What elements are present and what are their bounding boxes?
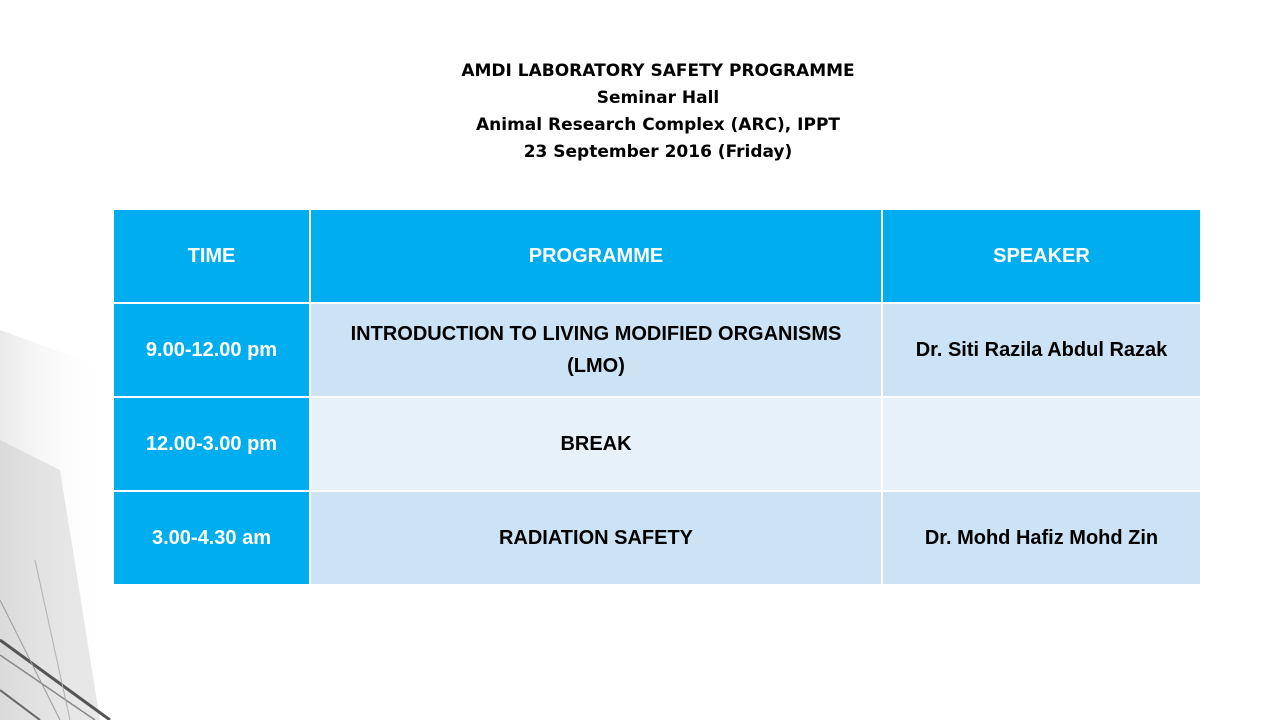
- table-row: [113, 491, 1201, 585]
- time-cell: 3.00-4.30 am: [113, 491, 310, 585]
- page-title: [0, 58, 1280, 166]
- column-header-time: TIME: [113, 209, 310, 303]
- speaker-cell: Dr. Siti Razila Abdul Razak: [882, 303, 1201, 397]
- schedule-table: [112, 208, 1202, 586]
- programme-text: RADIATION SAFETY: [498, 527, 694, 549]
- title-date: 23 September 2016 (Friday): [523, 142, 793, 162]
- speaker-cell: [882, 397, 1201, 491]
- table-row: [113, 303, 1201, 397]
- speaker-cell: Dr. Mohd Hafiz Mohd Zin: [882, 491, 1201, 585]
- title-programme: AMDI LABORATORY SAFETY PROGRAMME: [461, 61, 855, 81]
- column-header-speaker: SPEAKER: [882, 209, 1201, 303]
- table-header-row: [113, 209, 1201, 303]
- programme-cell: [310, 397, 882, 491]
- title-venue: Seminar Hall: [596, 88, 720, 108]
- programme-cell: [310, 303, 882, 397]
- time-cell: 12.00-3.00 pm: [113, 397, 310, 491]
- programme-text: BREAK: [560, 433, 632, 455]
- table-row: [113, 397, 1201, 491]
- column-header-programme: PROGRAMME: [310, 209, 882, 303]
- title-location: Animal Research Complex (ARC), IPPT: [476, 115, 840, 135]
- time-cell: 9.00-12.00 pm: [113, 303, 310, 397]
- programme-cell: [310, 491, 882, 585]
- programme-text: INTRODUCTION TO LIVING MODIFIED ORGANISMS (LMO): [350, 323, 842, 377]
